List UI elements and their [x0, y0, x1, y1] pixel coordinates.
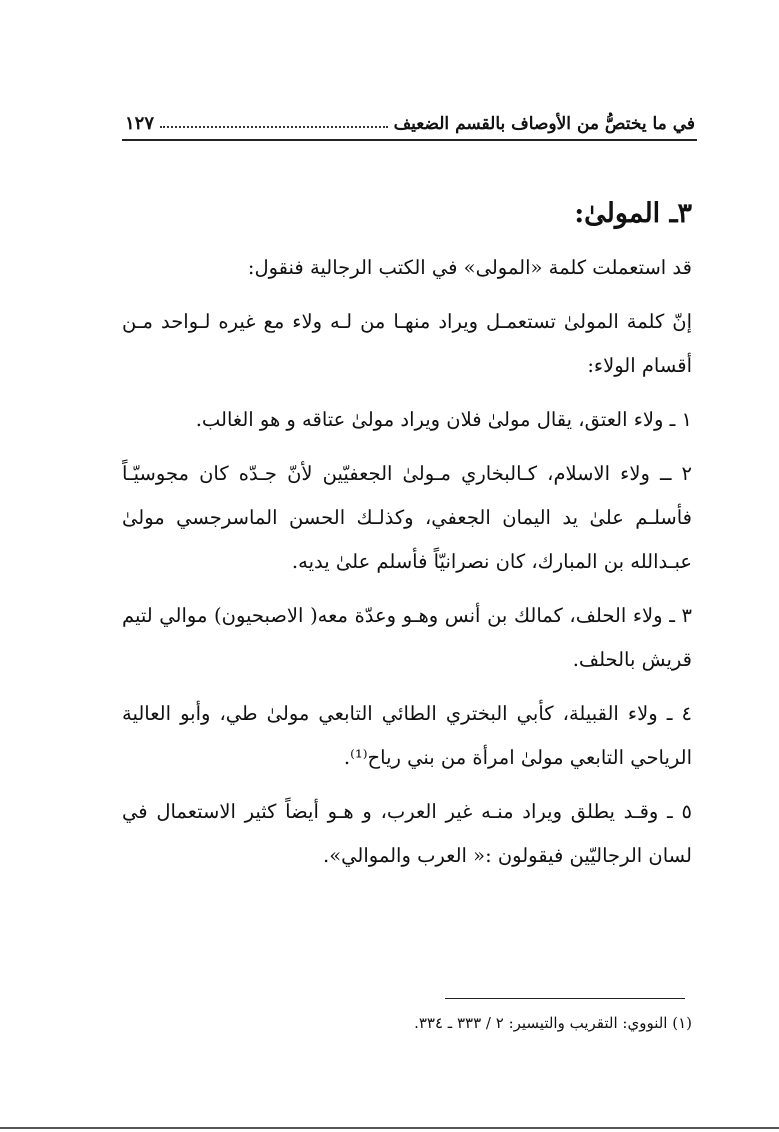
paragraph-item-2: ٢ ــ ولاء الاسلام، كـالبخاري مـولىٰ الجعفيّين لأنّ جـدّه كان مجوسيّـاً فأسلـم علىٰ يد اليمان الجعفي، وكذلـك الحسن الماسرجسي مولىٰ عبـدالله بن المبارك، كان نصرانيّاً فأسلم علىٰ يديه. [122, 462, 692, 573]
header-title: في ما يختصُّ من الأوصاف بالقسم الضعيف [393, 114, 695, 134]
running-header [125, 98, 695, 134]
header-rule [122, 139, 697, 141]
header-leader-dots [160, 126, 388, 128]
paragraph-item-4: ٤ ـ ولاء القبيلة، كأبي البختري الطائي التابعي مولىٰ طي، وأبو العالية الرياحي التابعي مولىٰ امرأة من بني رياح⁽¹⁾. [122, 702, 692, 769]
footnote-rule [445, 998, 685, 999]
paragraph-definition: إنّ كلمة المولىٰ تستعمـل ويراد منهـا من لـه ولاء مع غيره لـواحد مـن أقسام الولاء: [122, 310, 692, 377]
paragraph-intro: قد استعملت كلمة «المولى» في الكتب الرجالية فنقول: [247, 256, 692, 279]
body-text [122, 190, 692, 888]
paragraph-item-1: ١ ـ ولاء العتق، يقال مولىٰ فلان ويراد مولىٰ عتاقه و هو الغالب. [195, 408, 692, 431]
section-heading: ٣ـ المولىٰ: [574, 198, 692, 229]
paragraph-item-3: ٣ ـ ولاء الحلف، كمالك بن أنس وهـو وعدّة معه( الاصبحيون) موالي لتيم قريش بالحلف. [122, 604, 692, 671]
page-number: ١٢٧ [125, 113, 155, 134]
paragraph-item-5: ٥ ـ وقـد يطلق ويراد منـه غير العرب، و هـو أيضاً كثير الاستعمال في لسان الرجاليّين فيقولون :« العرب والموالي». [122, 800, 692, 867]
footnote: (١) النووي: التقريب والتيسير: ٢ / ٣٣٣ ـ ٣٣٤. [414, 1014, 692, 1032]
page-bottom-edge [0, 1127, 779, 1129]
